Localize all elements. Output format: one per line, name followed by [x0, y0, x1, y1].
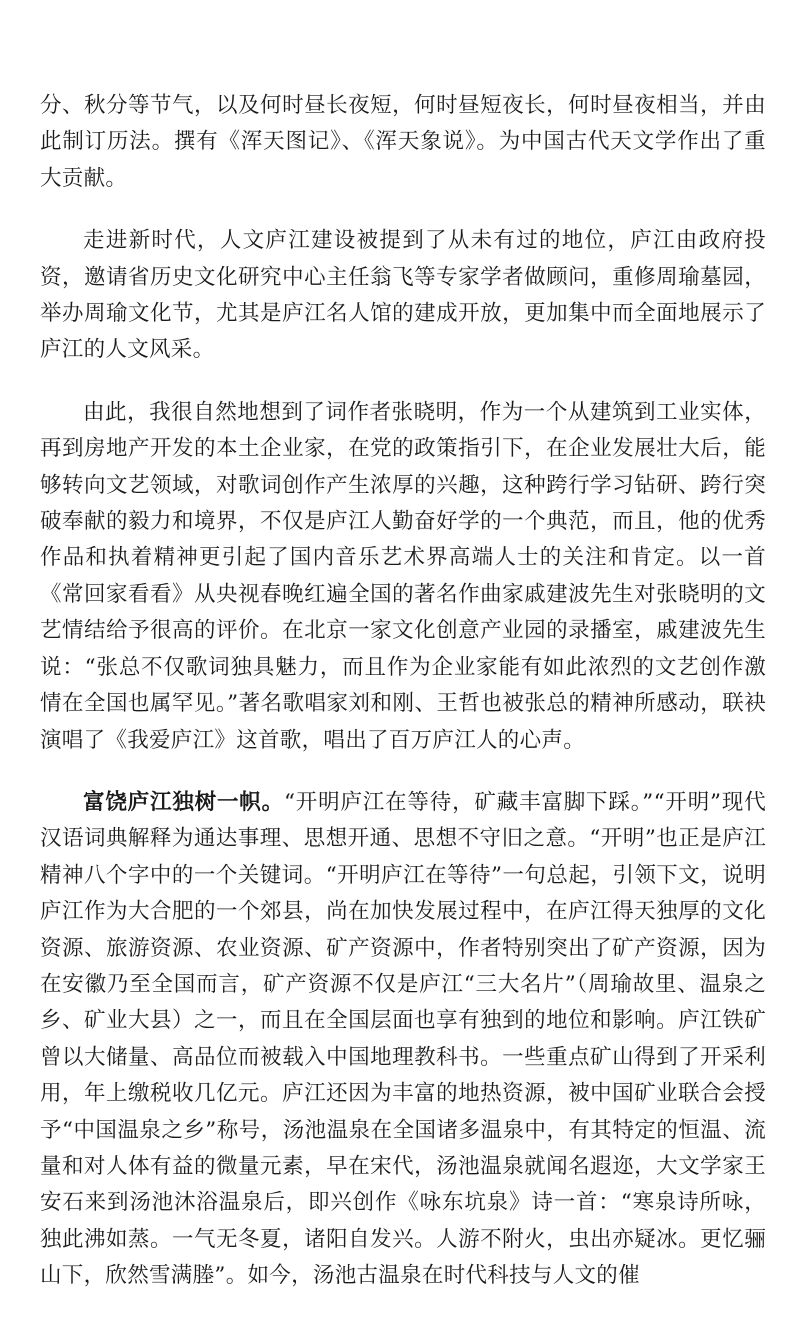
paragraph-3: 由此，我很自然地想到了词作者张晓明，作为一个从建筑到工业实体，再到房地产开发的本土企业家，在党的政策指引下，在企业发展壮大后，能够转向文艺领域，对歌词创作产生浓厚的兴趣，这种跨行学习钻研、跨行突破奉献的毅力和境界，不仅是庐江人勤奋好学的一个典范，而且，他的优秀作品和执着精神更引起了国内音乐艺术界高端人士的关注和肯定。以一首《常回家看看》从央视春晚红遍全国的著名作曲家戚建波先生对张晓明的文艺情结给予很高的评价。在北京一家文化创意产业园的录播室，戚建波先生说：“张总不仅歌词独具魅力，而且作为企业家能有如此浓烈的文艺创作激情在全国也属罕见。”著名歌唱家刘和刚、王哲也被张总的精神所感动，联袂演唱了《我爱庐江》这首歌，唱出了百万庐江人的心声。: [40, 399, 766, 753]
paragraph-2: 走进新时代，人文庐江建设被提到了从未有过的地位，庐江由政府投资，邀请省历史文化研究中心主任翁飞等专家学者做顾问，重修周瑜墓园，举办周瑜文化节，尤其是庐江名人馆的建成开放，更加集中而全面地展示了庐江的人文风采。: [40, 228, 766, 363]
paragraph-4: [40, 785, 766, 1295]
document-page: [40, 88, 766, 1321]
paragraph-1: 分、秋分等节气，以及何时昼长夜短，何时昼短夜长，何时昼夜相当，并由此制订历法。撰有《浑天图记》、《浑天象说》。为中国古代天文学作出了重大贡献。: [40, 93, 766, 191]
paragraph-4-body: “开明庐江在等待，矿藏丰富脚下踩。”“开明”现代汉语词典解释为通达事理、思想开通、思想不守旧之意。“开明”也正是庐江精神八个字中的一个关键词。“开明庐江在等待”一句总起，引领下文，说明庐江作为大合肥的一个郊县，尚在加快发展过程中，在庐江得天独厚的文化资源、旅游资源、农业资源、矿产资源中，作者特别突出了矿产资源，因为在安徽乃至全国而言，矿产资源不仅是庐江“三大名片”（周瑜故里、温泉之乡、矿业大县）之一，而且在全国层面也享有独到的地位和影响。庐江铁矿曾以大储量、高品位而被载入中国地理教科书。一些重点矿山得到了开采利用，年上缴税收几亿元。庐江还因为丰富的地热资源，被中国矿业联合会授予“中国温泉之乡”称号，汤池温泉在全国诸多温泉中，有其特定的恒温、流量和对人体有益的微量元素，早在宋代，汤池温泉就闻名遐迩，大文学家王安石来到汤池沐浴温泉后，即兴创作《咏东坑泉》诗一首：“寒泉诗所咏，独此沸如蒸。一气无冬夏，诸阳自发兴。人游不附火，虫出亦疑冰。更忆骊山下，欣然雪满塍”。如今，汤池古温泉在时代科技与人文的催: [40, 789, 767, 1289]
section-lead-heading: 富饶庐江独树一帜。: [83, 789, 284, 815]
